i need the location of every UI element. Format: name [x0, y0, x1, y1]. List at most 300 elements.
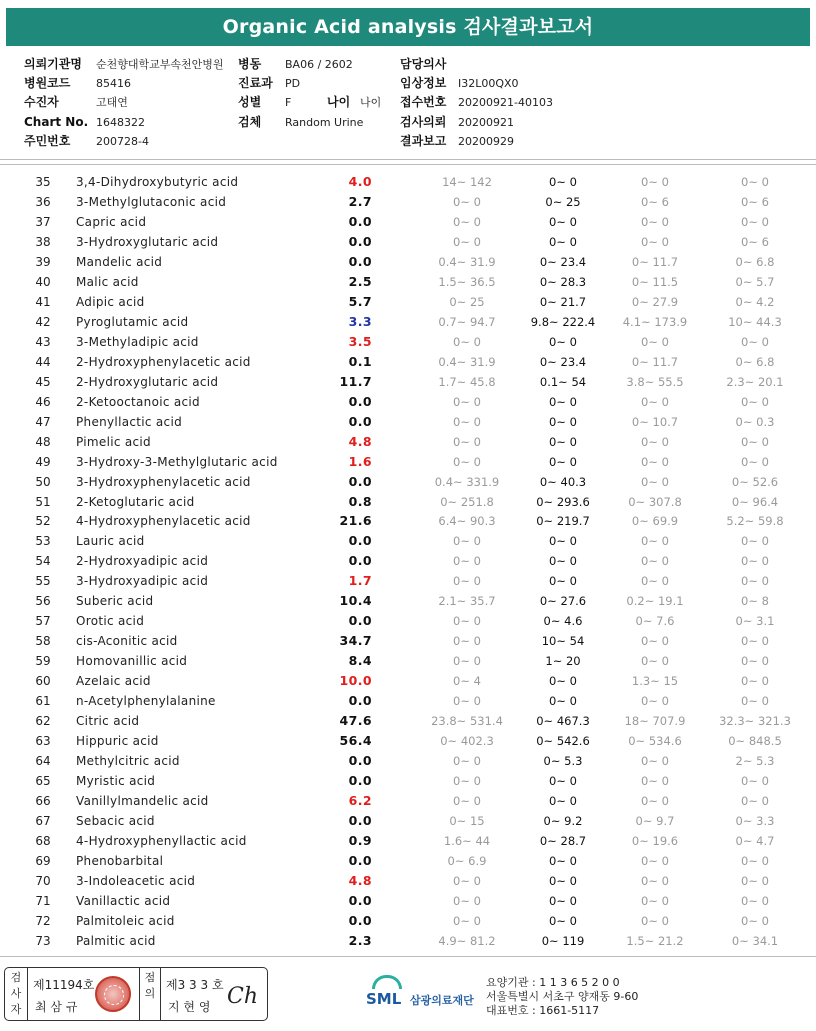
- reference-range-1: 0~ 0: [453, 234, 481, 249]
- chart-no-label: Chart No.: [24, 115, 89, 129]
- reference-range-4: 0~ 0: [741, 175, 769, 189]
- examiner-license: 제11194호: [33, 978, 95, 992]
- reference-range-1: 0~ 0: [453, 913, 481, 928]
- hospital-code-label: 병원코드: [24, 76, 71, 90]
- table-row: [0, 611, 816, 631]
- reference-range-4: 0~ 8: [741, 594, 769, 609]
- reference-range-2: 0~ 542.6: [536, 734, 590, 749]
- reference-range-3: 1.5~ 21.2: [626, 933, 684, 948]
- reference-range-1: 0~ 0: [453, 574, 481, 589]
- reference-range-2: 0~ 0: [549, 774, 577, 789]
- reference-range-3: 4.1~ 173.9: [622, 314, 688, 329]
- row-number: 63: [35, 734, 51, 749]
- reviewer-name: 지 현 영: [168, 1000, 211, 1014]
- row-number: 60: [35, 674, 51, 689]
- table-row: [0, 791, 816, 811]
- attending-physician-label: 담당의사: [400, 57, 447, 71]
- reference-range-1: 0~ 0: [453, 434, 481, 449]
- reference-range-1: 0~ 0: [453, 754, 481, 769]
- result-value: 0.1: [348, 353, 372, 369]
- reference-range-2: 0~ 0: [549, 414, 577, 429]
- compound-name: n-Acetylphenylalanine: [76, 694, 216, 709]
- compound-name: Adipic acid: [76, 294, 145, 309]
- reference-range-2: 0~ 0: [549, 454, 577, 469]
- clinical-info-value: I32L00QX0: [458, 77, 519, 90]
- result-value: 3.5: [348, 333, 372, 349]
- table-row: [0, 192, 816, 212]
- resident-no-label: 주민번호: [24, 134, 71, 148]
- result-value: 4.0: [348, 174, 372, 189]
- result-value: 56.4: [339, 733, 372, 749]
- reference-range-2: 0~ 0: [549, 893, 577, 908]
- row-number: 67: [35, 814, 51, 828]
- reference-range-3: 0~ 0: [641, 634, 669, 649]
- reference-range-3: 0~ 0: [641, 474, 669, 489]
- reference-range-3: 0~ 0: [641, 654, 669, 669]
- age-label: 나이: [327, 95, 351, 109]
- examiner-name: 최 삼 규: [35, 1000, 78, 1014]
- compound-name: 3-Hydroxyadipic acid: [76, 574, 209, 589]
- reference-range-3: 0~ 307.8: [628, 494, 682, 509]
- reference-range-4: 0~ 6: [741, 234, 769, 249]
- reference-range-2: 0~ 23.4: [539, 354, 587, 369]
- reference-range-4: 0~ 34.1: [731, 933, 779, 948]
- compound-name: 3-Hydroxy-3-Methylglutaric acid: [76, 454, 278, 469]
- compound-name: Homovanillic acid: [76, 654, 188, 669]
- reference-range-1: 0~ 0: [453, 654, 481, 669]
- table-row: [0, 631, 816, 651]
- institution-address: 서울특별시 서초구 양재동 9-60: [486, 990, 639, 1003]
- table-row: [0, 531, 816, 551]
- row-number: 35: [35, 175, 51, 189]
- row-number: 68: [35, 833, 51, 848]
- reference-range-2: 1~ 20: [545, 654, 581, 669]
- table-row: [0, 851, 816, 871]
- compound-name: Myristic acid: [76, 774, 156, 789]
- reference-range-4: 0~ 848.5: [728, 734, 782, 749]
- reference-range-3: 18~ 707.9: [624, 714, 686, 729]
- reference-range-1: 0~ 25: [449, 294, 485, 309]
- table-row: [0, 731, 816, 751]
- table-row: [0, 651, 816, 671]
- reference-range-3: 0~ 69.9: [631, 514, 679, 529]
- reviewer-label: 점의: [144, 971, 156, 1000]
- patient-info: [0, 55, 816, 155]
- compound-name: Malic acid: [76, 274, 139, 289]
- reference-range-1: 0~ 0: [453, 214, 481, 229]
- compound-name: 4-Hydroxyphenylacetic acid: [76, 514, 251, 529]
- reference-range-3: 0~ 0: [641, 694, 669, 709]
- reference-range-2: 0~ 21.7: [539, 294, 587, 309]
- reference-range-4: 0~ 0: [741, 454, 769, 469]
- row-number: 38: [35, 234, 51, 249]
- reference-range-1: 2.1~ 35.7: [438, 594, 496, 609]
- age-value: 나이: [360, 96, 382, 109]
- reference-range-4: 0~ 4.7: [735, 833, 775, 848]
- reference-range-1: 0~ 0: [453, 634, 481, 649]
- row-number: 70: [35, 873, 51, 888]
- row-number: 41: [35, 294, 51, 309]
- result-value: 3.3: [348, 313, 372, 329]
- reference-range-1: 0.4~ 31.9: [438, 254, 496, 269]
- result-value: 47.6: [339, 713, 372, 729]
- row-number: 57: [35, 614, 51, 629]
- reference-range-3: 3.8~ 55.5: [626, 374, 684, 389]
- reference-range-4: 0~ 3.3: [735, 814, 775, 828]
- reference-range-3: 0~ 0: [641, 754, 669, 769]
- row-number: 62: [35, 714, 51, 729]
- compound-name: 2-Ketooctanoic acid: [76, 394, 200, 409]
- reference-range-1: 0~ 0: [453, 794, 481, 809]
- reference-range-2: 0~ 0: [549, 534, 577, 549]
- reference-range-2: 10~ 54: [541, 634, 585, 649]
- reference-range-1: 0~ 402.3: [440, 734, 494, 749]
- test-request-label: 검사의뢰: [400, 115, 447, 129]
- reference-range-2: 0~ 28.7: [539, 833, 587, 848]
- row-number: 43: [35, 334, 51, 349]
- table-row: [0, 412, 816, 432]
- results-table: [0, 172, 816, 951]
- patient-name-value: 고태연: [96, 96, 128, 109]
- reference-range-1: 0~ 15: [449, 814, 485, 828]
- table-row: [0, 272, 816, 292]
- result-value: 0.0: [348, 253, 372, 269]
- reference-range-2: 0~ 0: [549, 234, 577, 249]
- table-row: [0, 511, 816, 531]
- reference-range-3: 0~ 0: [641, 853, 669, 868]
- result-value: 5.7: [348, 293, 372, 309]
- result-value: 0.0: [348, 613, 372, 629]
- reference-range-4: 0~ 5.7: [735, 274, 775, 289]
- row-number: 65: [35, 774, 51, 789]
- compound-name: Sebacic acid: [76, 814, 155, 828]
- reference-range-1: 0~ 0: [453, 414, 481, 429]
- institution-info: [486, 976, 638, 1018]
- reference-range-3: 0~ 9.7: [635, 814, 675, 828]
- reference-range-4: 2.3~ 20.1: [726, 374, 784, 389]
- reference-range-4: 0~ 0: [741, 334, 769, 349]
- result-value: 10.0: [339, 673, 372, 689]
- patient-name-label: 수진자: [24, 95, 59, 109]
- reference-range-2: 0~ 0: [549, 674, 577, 689]
- table-row: [0, 811, 816, 831]
- compound-name: Orotic acid: [76, 614, 145, 629]
- reference-range-2: 0~ 0: [549, 334, 577, 349]
- compound-name: 4-Hydroxyphenyllactic acid: [76, 833, 247, 848]
- compound-name: 2-Hydroxyphenylacetic acid: [76, 354, 251, 369]
- reference-range-2: 0~ 27.6: [539, 594, 587, 609]
- reference-range-4: 0~ 0: [741, 873, 769, 888]
- table-row: [0, 691, 816, 711]
- row-number: 46: [35, 394, 51, 409]
- report-title: Organic Acid analysis 검사결과보고서: [6, 8, 810, 46]
- result-value: 0.0: [348, 233, 372, 249]
- row-number: 66: [35, 794, 51, 809]
- table-row: [0, 432, 816, 452]
- reference-range-4: 0~ 6.8: [735, 354, 775, 369]
- reference-range-2: 0~ 0: [549, 694, 577, 709]
- table-row: [0, 232, 816, 252]
- reference-range-2: 0~ 0: [549, 574, 577, 589]
- compound-name: Citric acid: [76, 714, 140, 729]
- reference-range-3: 0~ 0: [641, 534, 669, 549]
- compound-name: Azelaic acid: [76, 674, 151, 689]
- reference-range-4: 0~ 0: [741, 893, 769, 908]
- row-number: 73: [35, 933, 51, 948]
- result-value: 1.6: [348, 453, 372, 469]
- row-number: 39: [35, 254, 51, 269]
- table-row: [0, 551, 816, 571]
- examiner-seal: [95, 976, 131, 1012]
- reference-range-1: 0~ 0: [453, 893, 481, 908]
- result-value: 0.0: [348, 813, 372, 828]
- reference-range-4: 0~ 0: [741, 694, 769, 709]
- table-row: [0, 591, 816, 611]
- ward-value: BA06 / 2602: [285, 58, 353, 71]
- reference-range-4: 0~ 0: [741, 214, 769, 229]
- table-row: [0, 571, 816, 591]
- compound-name: Pyroglutamic acid: [76, 314, 189, 329]
- reference-range-3: 0~ 10.7: [631, 414, 679, 429]
- compound-name: Pimelic acid: [76, 434, 151, 449]
- ward-label: 병동: [238, 57, 262, 71]
- compound-name: Phenyllactic acid: [76, 414, 183, 429]
- row-number: 47: [35, 414, 51, 429]
- reference-range-2: 0~ 40.3: [539, 474, 587, 489]
- sml-logo: SML: [366, 990, 402, 1008]
- examiner-label: 검사자: [10, 971, 22, 1016]
- row-number: 52: [35, 514, 51, 529]
- table-row: [0, 172, 816, 192]
- reference-range-4: 0~ 0: [741, 913, 769, 928]
- reference-range-2: 0~ 0: [549, 434, 577, 449]
- specimen-label: 검체: [238, 115, 262, 129]
- reference-range-2: 0~ 28.3: [539, 274, 587, 289]
- divider: [139, 968, 140, 1020]
- reference-range-4: 0~ 0: [741, 654, 769, 669]
- reference-range-4: 0~ 52.6: [731, 474, 779, 489]
- reference-range-4: 0~ 0: [741, 774, 769, 789]
- result-value: 0.0: [348, 413, 372, 429]
- reference-range-1: 4.9~ 81.2: [438, 933, 496, 948]
- divider: [0, 164, 816, 165]
- compound-name: 3-Methyladipic acid: [76, 334, 199, 349]
- reference-range-3: 0.2~ 19.1: [626, 594, 684, 609]
- reference-range-1: 0~ 251.8: [440, 494, 494, 509]
- divider: [27, 968, 28, 1020]
- compound-name: Capric acid: [76, 214, 147, 229]
- result-value: 0.0: [348, 852, 372, 868]
- result-value: 0.0: [348, 753, 372, 769]
- divider: [0, 956, 816, 957]
- receipt-no-value: 20200921-40103: [458, 96, 553, 109]
- reference-range-1: 0~ 4: [453, 674, 481, 689]
- table-row: [0, 332, 816, 352]
- reference-range-3: 0~ 11.5: [631, 274, 679, 289]
- compound-name: 3-Methylglutaconic acid: [76, 194, 227, 209]
- result-value: 0.8: [348, 493, 372, 509]
- reference-range-2: 9.8~ 222.4: [530, 314, 596, 329]
- specimen-value: Random Urine: [285, 116, 364, 129]
- reference-range-2: 0~ 0: [549, 873, 577, 888]
- reference-range-2: 0~ 293.6: [536, 494, 590, 509]
- reference-range-3: 0~ 0: [641, 774, 669, 789]
- reference-range-3: 0~ 0: [641, 794, 669, 809]
- result-value: 0.0: [348, 213, 372, 229]
- result-value: 4.8: [348, 872, 372, 888]
- reference-range-1: 0~ 0: [453, 873, 481, 888]
- row-number: 59: [35, 654, 51, 669]
- reference-range-3: 0~ 0: [641, 574, 669, 589]
- reference-range-1: 0.4~ 331.9: [434, 474, 500, 489]
- row-number: 56: [35, 594, 51, 609]
- compound-name: 2-Hydroxyadipic acid: [76, 554, 209, 569]
- table-row: [0, 771, 816, 791]
- requesting-institution-value: 순천향대학교부속천안병원: [96, 58, 224, 71]
- hospital-code-value: 85416: [96, 77, 131, 90]
- result-value: 11.7: [339, 373, 372, 389]
- result-value: 0.0: [348, 473, 372, 489]
- result-value: 8.4: [348, 653, 372, 669]
- table-row: [0, 871, 816, 891]
- compound-name: 3-Indoleacetic acid: [76, 873, 196, 888]
- reference-range-2: 0~ 23.4: [539, 254, 587, 269]
- row-number: 45: [35, 374, 51, 389]
- row-number: 69: [35, 853, 51, 868]
- result-value: 6.2: [348, 793, 372, 809]
- reference-range-3: 0~ 0: [641, 334, 669, 349]
- row-number: 51: [35, 494, 51, 509]
- reference-range-1: 0.7~ 94.7: [438, 314, 496, 329]
- department-label: 진료과: [238, 76, 273, 90]
- reference-range-2: 0~ 0: [549, 394, 577, 409]
- compound-name: 3,4-Dihydroxybutyric acid: [76, 175, 239, 189]
- reference-range-3: 0~ 7.6: [635, 614, 675, 629]
- sml-logo-arc-icon: [372, 975, 402, 989]
- row-number: 54: [35, 554, 51, 569]
- reference-range-4: 0~ 0: [741, 434, 769, 449]
- row-number: 37: [35, 214, 51, 229]
- compound-name: Palmitic acid: [76, 933, 156, 948]
- compound-name: Vanillylmandelic acid: [76, 794, 209, 809]
- reference-range-1: 0~ 0: [453, 454, 481, 469]
- reference-range-2: 0~ 0: [549, 175, 577, 189]
- department-value: PD: [285, 77, 301, 90]
- reference-range-2: 0~ 0: [549, 794, 577, 809]
- reference-range-3: 0~ 0: [641, 893, 669, 908]
- result-value: 21.6: [339, 513, 372, 529]
- compound-name: Palmitoleic acid: [76, 913, 175, 928]
- result-value: 0.0: [348, 553, 372, 569]
- row-number: 44: [35, 354, 51, 369]
- reference-range-1: 14~ 142: [442, 175, 492, 189]
- compound-name: 3-Hydroxyphenylacetic acid: [76, 474, 251, 489]
- table-row: [0, 931, 816, 951]
- resident-no-value: 200728-4: [96, 135, 149, 148]
- compound-name: Suberic acid: [76, 594, 154, 609]
- reference-range-1: 0~ 0: [453, 694, 481, 709]
- chart-no-value: 1648322: [96, 116, 145, 129]
- table-row: [0, 312, 816, 332]
- institution-phone: 대표번호 : 1661-5117: [486, 1004, 600, 1017]
- result-value: 0.0: [348, 393, 372, 409]
- compound-name: cis-Aconitic acid: [76, 634, 178, 649]
- divider: [160, 968, 161, 1020]
- reference-range-4: 0~ 0: [741, 554, 769, 569]
- row-number: 40: [35, 274, 51, 289]
- reference-range-4: 0~ 4.2: [735, 294, 775, 309]
- result-value: 0.0: [348, 693, 372, 709]
- compound-name: Methylcitric acid: [76, 754, 180, 769]
- receipt-no-label: 접수번호: [400, 95, 447, 109]
- reference-range-4: 0~ 0.3: [735, 414, 775, 429]
- table-row: [0, 831, 816, 851]
- table-row: [0, 891, 816, 911]
- reference-range-3: 1.3~ 15: [631, 674, 679, 689]
- reference-range-3: 0~ 11.7: [631, 254, 679, 269]
- reference-range-1: 1.5~ 36.5: [438, 274, 496, 289]
- result-value: 0.0: [348, 773, 372, 789]
- row-number: 48: [35, 434, 51, 449]
- reference-range-2: 0~ 4.6: [543, 614, 583, 629]
- row-number: 53: [35, 534, 51, 549]
- reference-range-4: 0~ 0: [741, 674, 769, 689]
- sex-value: F: [285, 96, 292, 109]
- reference-range-3: 0~ 6: [641, 194, 669, 209]
- row-number: 72: [35, 913, 51, 928]
- result-value: 0.9: [348, 832, 372, 848]
- reference-range-1: 0~ 0: [453, 774, 481, 789]
- row-number: 42: [35, 314, 51, 329]
- reference-range-4: 0~ 6: [741, 194, 769, 209]
- reference-range-3: 0~ 0: [641, 234, 669, 249]
- result-value: 0.0: [348, 912, 372, 928]
- reference-range-4: 0~ 0: [741, 534, 769, 549]
- table-row: [0, 492, 816, 512]
- row-number: 36: [35, 194, 51, 209]
- table-row: [0, 911, 816, 931]
- reference-range-3: 0~ 0: [641, 913, 669, 928]
- table-row: [0, 372, 816, 392]
- result-value: 10.4: [339, 593, 372, 609]
- compound-name: Phenobarbital: [76, 853, 164, 868]
- sex-label: 성별: [238, 95, 262, 109]
- result-value: 34.7: [339, 633, 372, 649]
- result-report-label: 결과보고: [400, 134, 447, 148]
- reference-range-2: 0~ 219.7: [536, 514, 590, 529]
- reference-range-4: 0~ 3.1: [735, 614, 775, 629]
- reference-range-2: 0~ 25: [545, 194, 581, 209]
- reviewer-license: 제3 3 3 호: [166, 978, 224, 992]
- reference-range-3: 0~ 0: [641, 394, 669, 409]
- reference-range-4: 0~ 0: [741, 394, 769, 409]
- reference-range-4: 0~ 96.4: [731, 494, 779, 509]
- table-row: [0, 452, 816, 472]
- compound-name: Hippuric acid: [76, 734, 159, 749]
- institution-no: 요양기관 : 1 1 3 6 5 2 0 0: [486, 976, 620, 989]
- result-value: 0.0: [348, 892, 372, 908]
- divider: [0, 159, 816, 160]
- reference-range-3: 0~ 0: [641, 175, 669, 189]
- compound-name: Lauric acid: [76, 534, 145, 549]
- reference-range-1: 0~ 0: [453, 194, 481, 209]
- result-value: 1.7: [348, 573, 372, 589]
- reference-range-3: 0~ 11.7: [631, 354, 679, 369]
- table-row: [0, 392, 816, 412]
- reference-range-4: 10~ 44.3: [728, 314, 782, 329]
- reference-range-2: 0~ 0: [549, 554, 577, 569]
- reference-range-3: 0~ 0: [641, 434, 669, 449]
